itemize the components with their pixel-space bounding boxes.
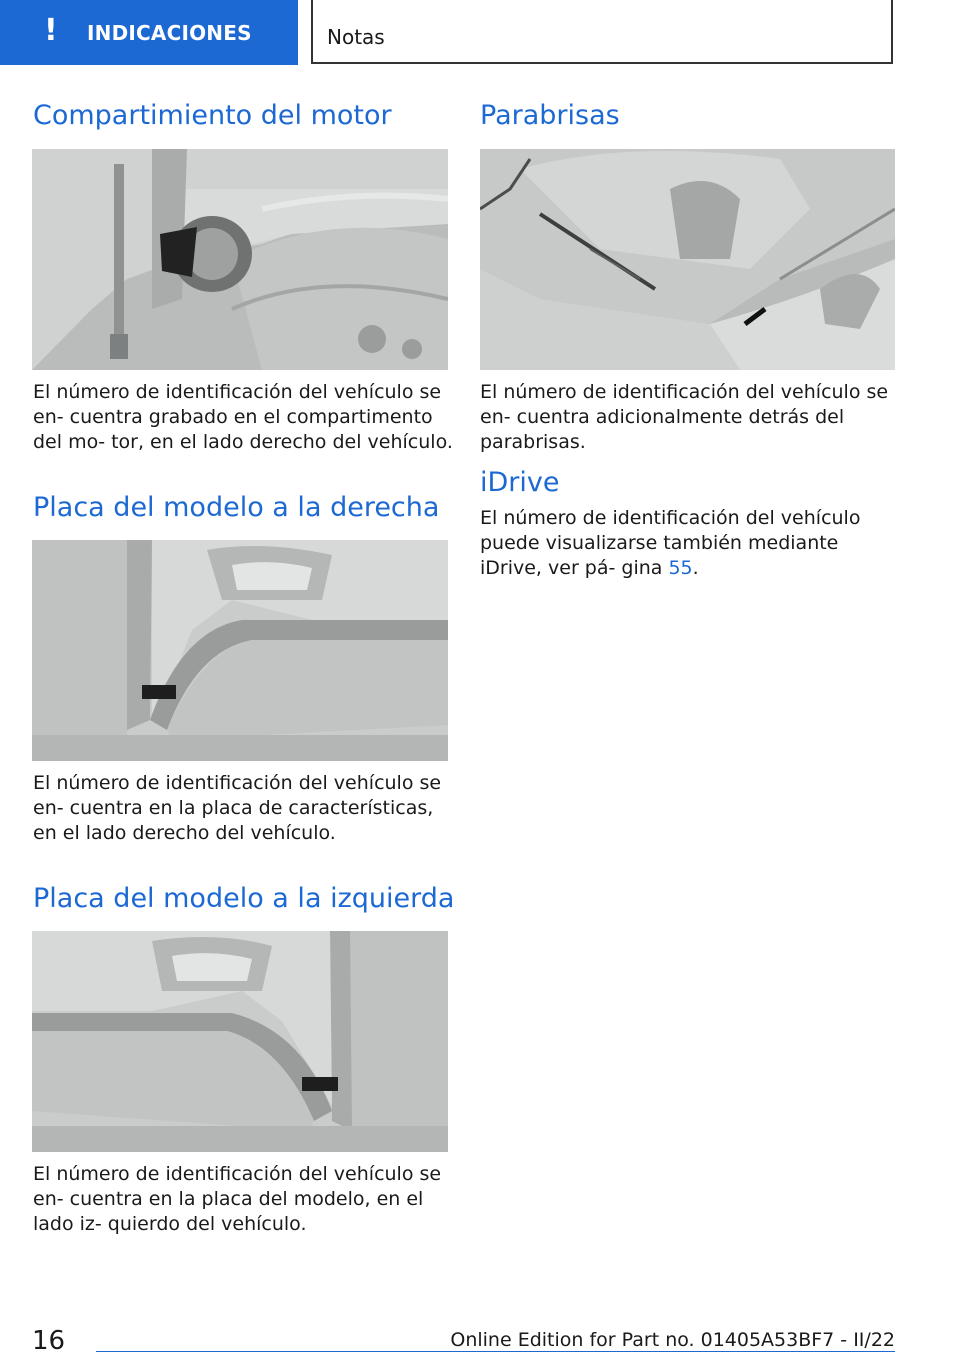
windshield-image <box>480 149 895 370</box>
page-number: 16 <box>32 1326 66 1356</box>
notes-label: Notas <box>327 25 385 49</box>
model-plate-right-image <box>32 540 448 761</box>
windshield-heading: Parabrisas <box>480 100 620 131</box>
section-title: INDICACIONES <box>87 21 252 45</box>
notes-box <box>311 0 893 64</box>
model-plate-left-text: El número de identificación del vehículo se en‐ cuentra en la placa del modelo, en el lado iz‐ quierdo del vehículo. <box>33 1163 442 1235</box>
idrive-text-end: . <box>692 557 699 579</box>
page-55-link[interactable]: 55 <box>668 557 693 579</box>
model-plate-right-heading: Placa del modelo a la derecha <box>33 492 440 523</box>
model-plate-left-heading: Placa del modelo a la izquierda <box>33 883 455 914</box>
engine-compartment-heading: Compartimiento del motor <box>33 100 392 131</box>
model-plate-right-text: El número de identificación del vehículo se en‐ cuentra en la placa de características, en el lado derecho del vehículo. <box>33 772 442 844</box>
footer-edition: Online Edition for Part no. 01405A53BF7 - II/22 <box>450 1329 895 1351</box>
idrive-text <box>480 506 900 581</box>
model-plate-left-image <box>32 931 448 1152</box>
windshield-text: El número de identificación del vehículo se en‐ cuentra adicionalmente detrás del parabrisas. <box>480 381 889 453</box>
idrive-heading: iDrive <box>480 467 560 498</box>
section-tab <box>0 0 298 65</box>
engine-compartment-text: El número de identificación del vehículo se en‐ cuentra grabado en el compartimento del mo‐ tor, en el lado derecho del vehículo. <box>33 381 453 453</box>
idrive-text-body: El número de identificación del vehículo puede visualizarse también mediante iDrive, ver pá‐ gina <box>480 507 861 579</box>
engine-compartment-image <box>32 149 448 370</box>
warning-exclamation-icon: ! <box>44 13 58 48</box>
